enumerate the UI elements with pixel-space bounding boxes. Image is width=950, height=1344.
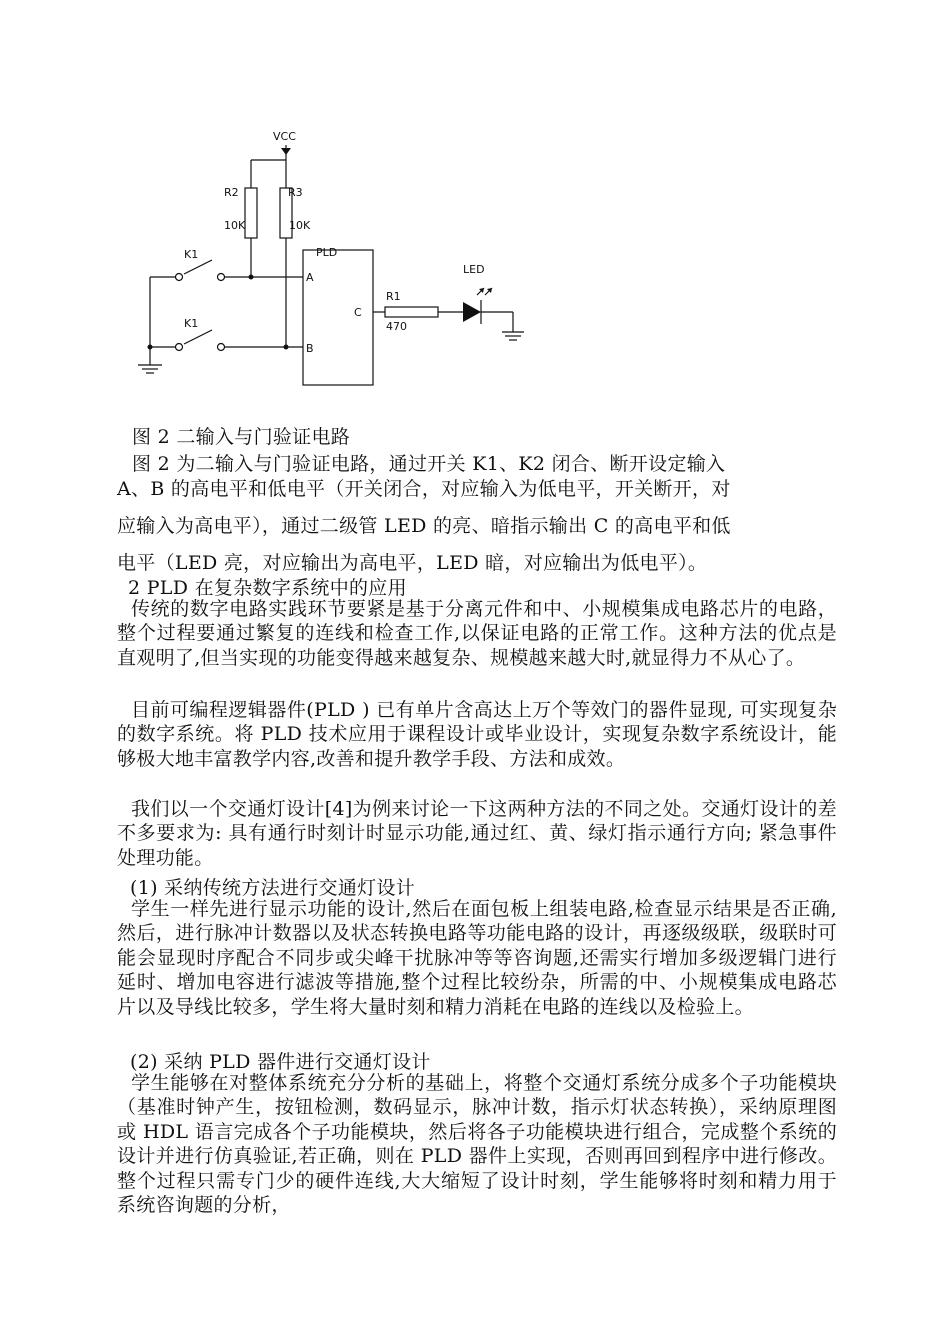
k1-bottom-switch (184, 330, 212, 344)
led-label: LED (463, 263, 485, 276)
pld-label: PLD (316, 246, 338, 259)
k1-top-label: K1 (184, 248, 199, 261)
text-line-1: 图 2 为二输入与门验证电路，通过开关 K1、K2 闭合、断开设定输入 (132, 453, 726, 475)
paragraph-1: 传统的数字电路实践环节要紧是基于分离元件和中、小规模集成电路芯片的电路，整个过程要通过繁复的连线和检查工作,以保证电路的正常工作。这种方法的优点是直观明了,但当实现的功能变得越来越复杂、规模越来越大时,就显得力不从心了。 (117, 598, 837, 669)
paragraph-5: 学生能够在对整体系统充分分析的基础上，将整个交通灯系统分成多个子功能模块（基准时钟产生，按钮检测，数码显示，脉冲计数，指示灯状态转换），采纳原理图或 HDL 语言完成各个子功能模块，然后将各子功能模块进行组合，完成整个系统的设计并进行仿真验证,若正确，则在 PLD 器件上实现，否则再回到程序中进行修改。整个过程只需专门少的硬件连线,大大缩短了设计时刻，学生能够将时刻和精力用于系统咨询题的分析， (117, 1072, 837, 1217)
k1-bottom-label: K1 (184, 317, 199, 330)
paragraph-3: 我们以一个交通灯设计[4]为例来讨论一下这两种方法的不同之处。交通灯设计的差不多要求为: 具有通行时刻计时显示功能,通过红、黄、绿灯指示通行方向; 紧急事件处理功能。 (117, 798, 837, 869)
pin-c-label: C (354, 306, 362, 319)
text-line-4: 电平（LED 亮，对应输出为高电平，LED 暗，对应输出为低电平）。 (117, 552, 708, 574)
k1-top-switch (184, 260, 212, 274)
subheading-2: (2) 采纳 PLD 器件进行交通灯设计 (130, 1051, 431, 1073)
r1-label: R1 (386, 290, 401, 303)
r1-resistor (385, 307, 438, 317)
r3-label: R3 (288, 186, 303, 199)
r3-value: 10K (289, 219, 311, 232)
subheading-1: (1) 采纳传统方法进行交通灯设计 (130, 877, 416, 899)
vcc-label: VCC (273, 130, 296, 143)
pin-a-label: A (306, 271, 314, 284)
r1-value: 470 (386, 320, 407, 333)
pld-and-gate-circuit-diagram (120, 120, 540, 390)
figure-caption: 图 2 二输入与门验证电路 (132, 426, 351, 448)
r2-value: 10K (224, 219, 246, 232)
paragraph-4: 学生一样先进行显示功能的设计,然后在面包板上组装电路,检查显示结果是否正确,然后，进行脉冲计数器以及状态转换电路等功能电路的设计，再逐级级联，级联时可能会显现时序配合不同步或尖峰干扰脉冲等等咨询题,还需实行增加多级逻辑门进行延时、增加电容进行滤波等措施,整个过程比较纷杂，所需的中、小规模集成电路芯片以及导线比较多，学生将大量时刻和精力消耗在电路的连线以及检验上。 (117, 898, 837, 1018)
section-heading: 2 PLD 在复杂数字系统中的应用 (128, 577, 407, 599)
paragraph-2: 目前可编程逻辑器件(PLD ) 已有单片含高达上万个等效门的器件显现, 可实现复杂的数字系统。将 PLD 技术应用于课程设计或毕业设计，实现复杂数字系统设计，能够极大地丰富教学内容,改善和提升教学手段、方法和成效。 (117, 699, 837, 770)
pin-b-label: B (306, 342, 314, 355)
r2-resistor (245, 188, 257, 238)
text-line-2: A、B 的高电平和低电平（开关闭合，对应输入为低电平，开关断开，对 (117, 478, 731, 500)
text-line-3: 应输入为高电平），通过二级管 LED 的亮、暗指示输出 C 的高电平和低 (117, 515, 731, 537)
r2-label: R2 (224, 186, 239, 199)
led-diode (463, 302, 481, 322)
